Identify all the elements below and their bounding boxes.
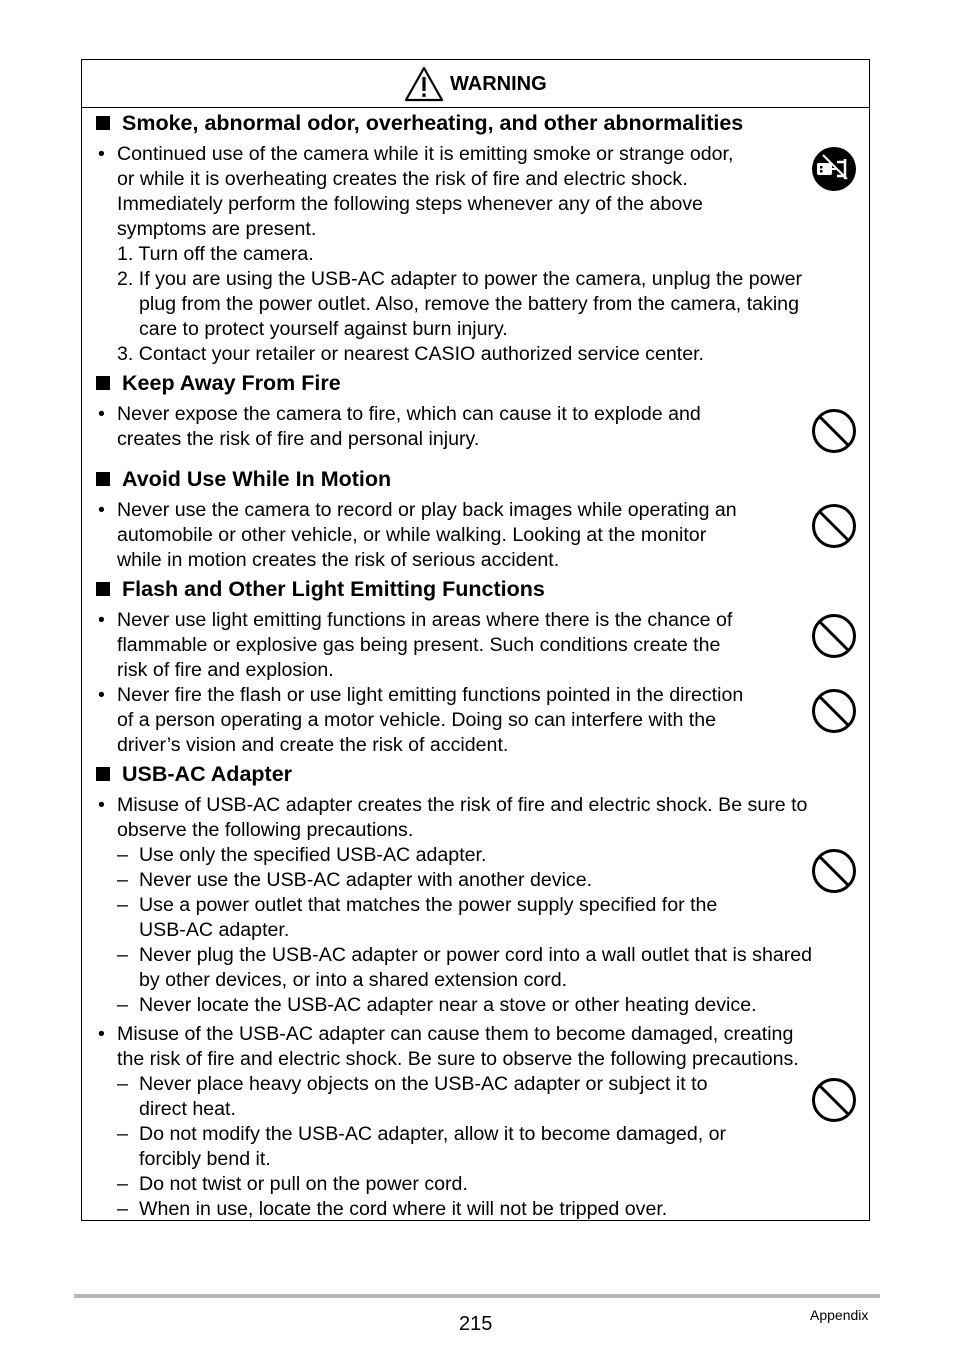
bullet-icon: •: [98, 403, 105, 425]
text-line: forcibly bend it.: [139, 1148, 271, 1170]
section-heading-text: USB-AC Adapter: [122, 762, 293, 786]
text-line: When in use, locate the cord where it will not be tripped over.: [139, 1198, 668, 1220]
bullet-icon: •: [98, 1023, 105, 1045]
text-line: Use only the specified USB-AC adapter.: [139, 844, 487, 866]
step-line: 1. Turn off the camera.: [117, 243, 314, 265]
step-line: 3. Contact your retailer or nearest CASIO authorized service center.: [117, 343, 704, 365]
prohibited-symbol-icon: [811, 503, 857, 549]
text-line: Do not modify the USB-AC adapter, allow it to become damaged, or: [139, 1123, 727, 1145]
footer-divider: [74, 1294, 880, 1298]
dash-icon: –: [117, 1198, 128, 1220]
text-line: flammable or explosive gas being present. Such conditions create the: [117, 634, 721, 656]
step-line: plug from the power outlet. Also, remove the battery from the camera, taking: [139, 293, 799, 315]
text-line: Misuse of the USB-AC adapter can cause them to become damaged, creating: [117, 1023, 794, 1045]
bullet-icon: •: [98, 684, 105, 706]
dash-icon: –: [117, 944, 128, 966]
section-heading-motion: [96, 466, 391, 492]
section-heading-text: Smoke, abnormal odor, overheating, and other abnormalities: [122, 111, 744, 135]
unplug-symbol-icon: [811, 146, 857, 192]
text-line: USB-AC adapter.: [139, 919, 290, 941]
dash-icon: –: [117, 844, 128, 866]
prohibited-symbol-icon: [811, 613, 857, 659]
warning-title-group: [404, 66, 547, 102]
bullet-icon: •: [98, 609, 105, 631]
section-heading-text: Avoid Use While In Motion: [122, 467, 392, 491]
warning-triangle-icon: [404, 66, 444, 102]
section-heading-smoke: [96, 110, 743, 136]
warning-title: WARNING: [450, 72, 547, 95]
dash-icon: –: [117, 994, 128, 1016]
text-line: by other devices, or into a shared extension cord.: [139, 969, 568, 991]
text-line: Never place heavy objects on the USB-AC adapter or subject it to: [139, 1073, 708, 1095]
bullet-icon: •: [98, 499, 105, 521]
text-line: Do not twist or pull on the power cord.: [139, 1173, 468, 1195]
square-bullet-icon: [96, 116, 110, 130]
warning-header: [82, 60, 869, 108]
prohibited-symbol-icon: [811, 688, 857, 734]
text-line: of a person operating a motor vehicle. Doing so can interfere with the: [117, 709, 717, 731]
bullet-icon: •: [98, 143, 105, 165]
prohibited-symbol-icon: [811, 848, 857, 894]
text-line: Never plug the USB-AC adapter or power cord into a wall outlet that is shared: [139, 944, 813, 966]
section-heading-usb: [96, 761, 292, 787]
text-line: the risk of fire and electric shock. Be sure to observe the following precautions.: [117, 1048, 799, 1070]
section-heading-text: Keep Away From Fire: [122, 371, 341, 395]
bullet-icon: •: [98, 794, 105, 816]
section-label: Appendix: [810, 1307, 869, 1323]
square-bullet-icon: [96, 472, 110, 486]
dash-icon: –: [117, 1123, 128, 1145]
text-line: Never use the USB-AC adapter with another device.: [139, 869, 593, 891]
text-line: while in motion creates the risk of serious accident.: [117, 549, 560, 571]
text-line: Never use light emitting functions in areas where there is the chance of: [117, 609, 733, 631]
warning-box: [81, 59, 870, 1221]
dash-icon: –: [117, 869, 128, 891]
text-line: Use a power outlet that matches the power supply specified for the: [139, 894, 718, 916]
text-line: creates the risk of fire and personal injury.: [117, 428, 480, 450]
dash-icon: –: [117, 1073, 128, 1095]
text-line: Never locate the USB-AC adapter near a stove or other heating device.: [139, 994, 757, 1016]
text-line: risk of fire and explosion.: [117, 659, 334, 681]
step-line: care to protect yourself against burn injury.: [139, 318, 508, 340]
square-bullet-icon: [96, 582, 110, 596]
step-line: 2. If you are using the USB-AC adapter to power the camera, unplug the power: [117, 268, 803, 290]
dash-icon: –: [117, 1173, 128, 1195]
text-line: driver’s vision and create the risk of accident.: [117, 734, 509, 756]
dash-icon: –: [117, 894, 128, 916]
text-line: or while it is overheating creates the risk of fire and electric shock.: [117, 168, 688, 190]
text-line: symptoms are present.: [117, 218, 317, 240]
text-line: Immediately perform the following steps whenever any of the above: [117, 193, 703, 215]
square-bullet-icon: [96, 767, 110, 781]
section-heading-flash: [96, 576, 545, 602]
square-bullet-icon: [96, 376, 110, 390]
section-heading-fire: [96, 370, 341, 396]
text-line: direct heat.: [139, 1098, 236, 1120]
text-line: automobile or other vehicle, or while walking. Looking at the monitor: [117, 524, 707, 546]
text-line: Never use the camera to record or play back images while operating an: [117, 499, 737, 521]
text-line: Continued use of the camera while it is emitting smoke or strange odor,: [117, 143, 734, 165]
text-line: Never fire the flash or use light emitting functions pointed in the direction: [117, 684, 744, 706]
text-line: Never expose the camera to fire, which can cause it to explode and: [117, 403, 701, 425]
section-heading-text: Flash and Other Light Emitting Functions: [122, 577, 545, 601]
text-line: observe the following precautions.: [117, 819, 414, 841]
page-number: 215: [459, 1313, 493, 1335]
text-line: Misuse of USB-AC adapter creates the risk of fire and electric shock. Be sure to: [117, 794, 808, 816]
prohibited-symbol-icon: [811, 1077, 857, 1123]
prohibited-symbol-icon: [811, 408, 857, 454]
